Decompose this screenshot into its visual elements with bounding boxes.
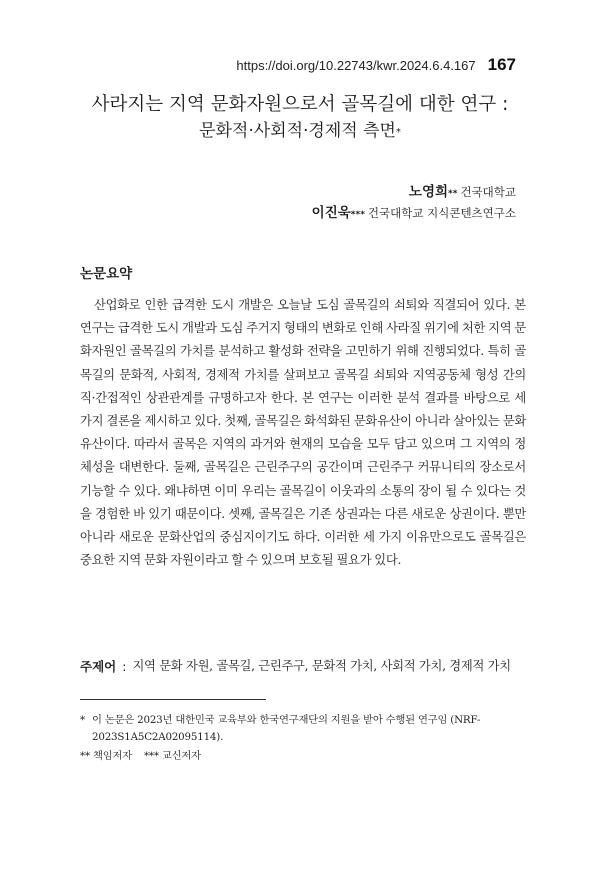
author-mark: *** <box>350 210 365 220</box>
author-affiliation: 건국대학교 지식콘텐츠연구소 <box>367 206 516 220</box>
footnote-mark: *** <box>143 750 159 762</box>
footnote-roles <box>80 748 528 765</box>
title-main: 사라지는 지역 문화자원으로서 골목길에 대한 연구 : <box>91 94 509 115</box>
author-mark: ** <box>448 189 458 199</box>
footnote-divider <box>80 699 266 700</box>
footnote-mark: * <box>80 714 85 726</box>
paper-title <box>0 92 600 146</box>
author-2 <box>312 201 516 221</box>
footnote-mark: ** <box>80 750 90 762</box>
keywords-label: 주제어 <box>80 659 117 674</box>
author-1 <box>409 180 516 200</box>
doi-link[interactable]: https://doi.org/10.22743/kwr.2024.6.4.167 <box>236 58 476 73</box>
abstract-body: 산업화로 인한 급격한 도시 개발은 오늘날 도심 골목길의 쇠퇴와 직결되어 있다. 본 연구는 급격한 도시 개발과 도심 주거지 형태의 변화로 인해 사라질 위기에 처한 지역 문화자원인 골목길의 가치를 분석하고 활성화 전략을 고민하기 위해 진행되었다. 특히 골목길의 문화적, 사회적, 경제적 가치를 살펴보고 골목길 쇠퇴와 지역공동체 형성 간의 직·간접적인 상관관계를 규명하고자 한다. 본 연구는 이러한 분석 결과를 바탕으로 세 가지 결론을 제시하고 있다. 첫째, 골목길은 화석화된 문화유산이 아니라 살아있는 문화유산이다. 따라서 골목은 지역의 과거와 현재의 모습을 모두 담고 있으며 그 지역의 정체성을 대변한다. 둘째, 골목길은 근린주구의 공간이며 근린주구 커뮤니티의 장소로서 기능할 수 있다. 왜냐하면 이미 우리는 골목길이 이웃과의 소통의 장이 될 수 있다는 것을 경험한 바 있기 때문이다. 셋째, 골목길은 기존 상권과는 다른 새로운 상권이다. 뿐만 아니라 새로운 문화산업의 중심지이기도 하다. 이러한 세 가지 이유만으로도 골목길은 중요한 지역 문화 자원이라고 할 수 있으며 보호될 필요가 있다. <box>80 298 526 568</box>
running-header <box>236 55 516 75</box>
author-name: 이진욱 <box>311 205 351 221</box>
keywords-text: 지역 문화 자원, 골목길, 근린주구, 문화적 가치, 사회적 가치, 경제적 가치 <box>132 659 511 673</box>
footnote-funding <box>80 712 540 745</box>
title-sub <box>0 118 600 146</box>
abstract-heading: 논문요약 <box>80 266 133 282</box>
keywords <box>80 657 530 676</box>
footnote-text: 교신저자 <box>161 750 201 762</box>
title-sub-text: 문화적·사회적·경제적 측면 <box>199 121 396 141</box>
page-number: 167 <box>487 55 516 74</box>
author-name: 노영희 <box>408 184 449 200</box>
author-affiliation: 건국대학교 <box>460 185 516 199</box>
footnote-text: 이 논문은 2023년 대한민국 교육부와 한국연구재단의 지원을 받아 수행된 연구임 (NRF-2023S1A5C2A02095114). <box>92 714 481 743</box>
title-footnote-mark: * <box>395 127 401 138</box>
footnote-text: 책임저자 <box>92 750 132 762</box>
keywords-colon: : <box>122 659 127 674</box>
